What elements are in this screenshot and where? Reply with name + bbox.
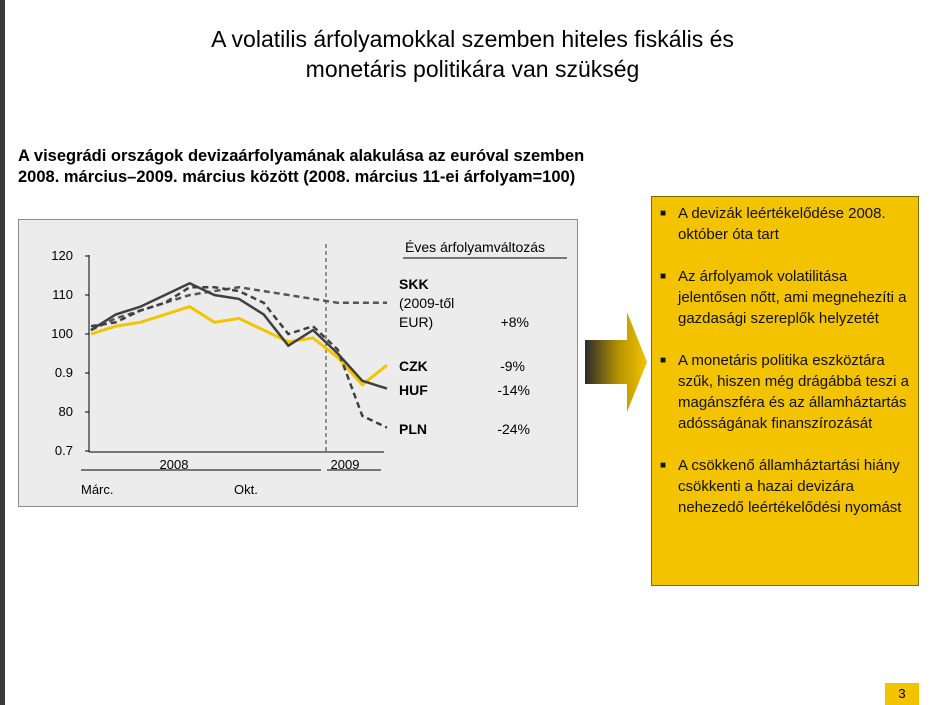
series-note-skk-2: EUR)	[399, 314, 434, 330]
bullet-text: A csökkenő államháztartási hiány csökkenti a hazai devizára nehezedő leértékelődési nyomást	[678, 457, 902, 516]
series-change-czk: -9%	[500, 358, 525, 374]
right-arrow-icon	[585, 312, 647, 416]
x-period-label: 2009	[330, 457, 360, 472]
series-group	[91, 283, 387, 427]
title-line-1: A volatilis árfolyamokkal szemben hiteles fiskális és	[211, 26, 734, 52]
bullet-square-icon: ■	[660, 355, 667, 366]
slide-title	[90, 24, 855, 84]
bullet-item	[660, 203, 910, 245]
page-number: 3	[885, 683, 919, 705]
y-tick-marks	[85, 256, 89, 451]
bullet-text: A devizák leértékelődése 2008. október óta tart	[678, 205, 886, 243]
bullet-item	[660, 455, 910, 518]
title-line-2: monetáris politikára van szükség	[305, 56, 640, 82]
series-change-pln: -24%	[497, 421, 530, 437]
x-month-label: Márc.	[81, 482, 114, 497]
bullet-square-icon: ■	[660, 271, 667, 282]
y-tick-label: 120	[51, 248, 73, 263]
series-change-skk: +8%	[500, 314, 529, 330]
y-tick-label: 110	[52, 287, 73, 302]
legend-title: Éves árfolyamváltozás	[405, 239, 546, 255]
chart-panel	[18, 219, 578, 507]
left-edge-bar	[0, 0, 5, 705]
series-line-huf	[91, 283, 387, 388]
fx-line-chart	[19, 220, 579, 508]
series-label-pln: PLN	[399, 421, 427, 437]
series-line-czk	[91, 307, 387, 385]
series-change-huf: -14%	[497, 382, 530, 398]
series-label-skk: SKK	[399, 276, 429, 292]
x-month-label: Okt.	[234, 482, 258, 497]
bullet-text: Az árfolyamok volatilitása jelentősen nőtt, ami megnehezíti a gazdasági szereplők helyzetét	[678, 268, 907, 327]
bullet-square-icon: ■	[660, 460, 667, 471]
series-label-huf: HUF	[399, 382, 428, 398]
series-note-skk: (2009-től	[399, 295, 455, 311]
chart-title: A visegrádi országok devizaárfolyamának alakulása az euróval szemben 2008. március–2009. március között (2008. március 11-ei árfolyam=100)	[18, 147, 585, 186]
bullet-item	[660, 350, 910, 434]
bullet-text: A monetáris politika eszköztára szűk, hiszen még drágábbá teszi a magánszféra és az államháztartás adósságának finanszírozását	[678, 352, 909, 432]
y-tick-label: 0.7	[54, 443, 73, 458]
y-tick-label: 80	[58, 404, 73, 419]
bullet-item	[660, 266, 910, 329]
y-tick-label: 0.9	[54, 365, 73, 380]
y-tick-label: 100	[51, 326, 73, 341]
series-label-czk: CZK	[399, 358, 428, 374]
key-points-box	[651, 196, 919, 586]
x-period-label: 2008	[159, 457, 189, 472]
bullet-square-icon: ■	[660, 208, 667, 219]
